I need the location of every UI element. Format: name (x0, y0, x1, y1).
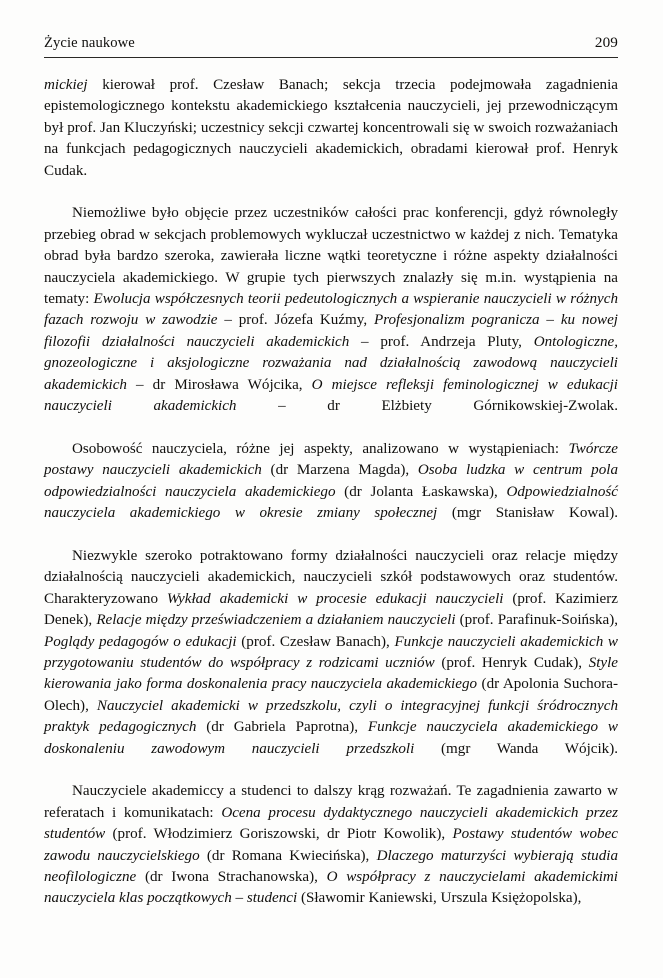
text-run: Niezwykle szeroko potraktowano formy działalności nauczycieli oraz relacje między działalnością nauczycieli akademickich, nauczycieli szkół podstawowych oraz studentów. Charakteryzowano (44, 547, 618, 607)
text-run: (prof. Parafinuk-Soińska), (455, 612, 618, 629)
text-run: Osobowość nauczyciela, różne jej aspekty, analizowano w wystąpieniach: (72, 440, 569, 457)
italic-title-run: Ewolucja współczesnych teorii pedeutologicznych a wspieranie nauczycieli w różnych fazach rozwoju w zawodzie (44, 291, 618, 329)
italic-title-run: Poglądy pedagogów o edukacji (44, 633, 237, 650)
italic-title-run: Postawy studentów wobec zawodu nauczycielskiego (44, 826, 618, 864)
text-run: – prof. Józefa Kuźmy, (217, 312, 374, 329)
italic-title-run: Twórcze postawy nauczycieli akademickich (44, 440, 618, 479)
italic-title-run: Profesjonalizm pogranicza – ku nowej filozofii działalności nauczycieli akademickich (44, 312, 618, 350)
text-run: Niemożliwe było objęcie przez uczestników całości prac konferencji, gdyż równoległy przebieg obrad w sekcjach problemowych wykluczał uczestnictwo w każdej z nich. Tematyka obrad była bardzo szeroka, zawierała liczne wątki teoretyczne i różne aspekty działalności nauczyciela akademickiego. W grupie tych pierwszych znalazły się m.in. wystąpienia na tematy: (44, 205, 618, 308)
paragraph (44, 439, 618, 546)
paragraph (44, 546, 618, 781)
text-run: (prof. Czesław Banach), (236, 633, 395, 650)
italic-title-run: Osoba ludzka w centrum pola odpowiedzialności nauczyciela akademickiego (44, 462, 619, 500)
paragraph (44, 203, 618, 438)
italic-title-run: Relacje między przeświadczeniem a działaniem nauczycieli (96, 612, 456, 629)
text-run: (dr Gabriela Paprotna), (196, 719, 368, 736)
italic-title-run: O współpracy z nauczycielami akademickimi nauczyciela klas początkowych – studenci (44, 869, 618, 907)
paragraph (44, 781, 618, 909)
running-head (44, 34, 618, 52)
italic-title-run: Funkcje nauczyciela akademickiego w doskonaleniu zawodowym nauczycieli przedszkoli (44, 719, 618, 757)
italic-title-run: Funkcje nauczycieli akademickich w przygotowaniu studentów do współpracy z rodzicami uczniów (44, 633, 618, 671)
italic-title-run: Dlaczego maturzyści wybierają studia neofilologiczne (44, 847, 618, 886)
body-text-block (44, 75, 618, 910)
page-number: 209 (594, 34, 618, 51)
italic-title-run: O miejsce refleksji feminologicznej w edukacji nauczycieli akademickich (44, 376, 619, 415)
italic-title-run: mickiej (44, 77, 88, 93)
text-run: (Sławomir Kaniewski, Urszula Księżopolska), (297, 890, 582, 907)
text-run: (prof. Włodzimierz Goriszowski, dr Piotr Kowolik), (105, 826, 453, 843)
italic-title-run: Style kierowania jako forma doskonalenia pracy nauczyciela akademickiego (44, 654, 619, 693)
text-run: (dr Jolanta Łaskawska), (335, 483, 507, 500)
running-head-rule (44, 57, 618, 58)
text-run: (mgr Stanisław Kowal). (437, 505, 618, 522)
italic-title-run: Odpowiedzialność nauczyciela akademickiego w okresie zmiany społecznej (44, 483, 618, 522)
text-run: Nauczyciele akademiccy a studenci to dalszy krąg rozważań. Te zagadnienia zawarto w referatach i komunikatach: (44, 783, 618, 821)
italic-title-run: Ontologiczne, gnozeologiczne i aksjologiczne rozważania nad działalnością zawodową nauczycieli akademickich (44, 333, 618, 393)
text-run: (prof. Kazimierz Denek), (44, 590, 618, 629)
text-run: – dr Mirosława Wójcika, (126, 376, 312, 393)
text-run: (dr Iwona Strachanowska), (136, 869, 327, 886)
text-run: – dr Elżbiety Górnikowskiej-Zwolak. (236, 398, 618, 415)
text-run: (dr Marzena Magda), (261, 462, 418, 479)
italic-title-run: Wykład akademicki w procesie edukacji nauczycieli (166, 590, 504, 607)
italic-title-run: Ocena procesu dydaktycznego nauczycieli akademickich przez studentów (44, 804, 618, 843)
text-run: (dr Romana Kwiecińska), (199, 847, 377, 864)
running-head-title: Życie naukowe (44, 35, 135, 51)
text-run: – prof. Andrzeja Pluty, (349, 333, 534, 350)
paragraph (44, 75, 618, 203)
text-run: (prof. Henryk Cudak), (434, 654, 589, 671)
text-run: (dr Apolonia Suchora-Olech), (44, 676, 618, 714)
italic-title-run: Nauczyciel akademicki w przedszkolu, czyli o integracyjnej funkcji śródrocznych praktyk pedagogicznych (44, 697, 618, 736)
text-run: (mgr Wanda Wójcik). (414, 740, 619, 757)
text-run: kierował prof. Czesław Banach; sekcja trzecia podejmowała zagadnienia epistemologicznego kontekstu akademickiego kształcenia nauczycieli, jej przewodniczącym był prof. Jan Kluczyński; uczestnicy sekcji czwartej koncentrowali się w swoich rozważaniach na funkcjach pedagogicznych nauczycieli akademickich, obradami kierował prof. Henryk Cudak. (44, 77, 618, 179)
